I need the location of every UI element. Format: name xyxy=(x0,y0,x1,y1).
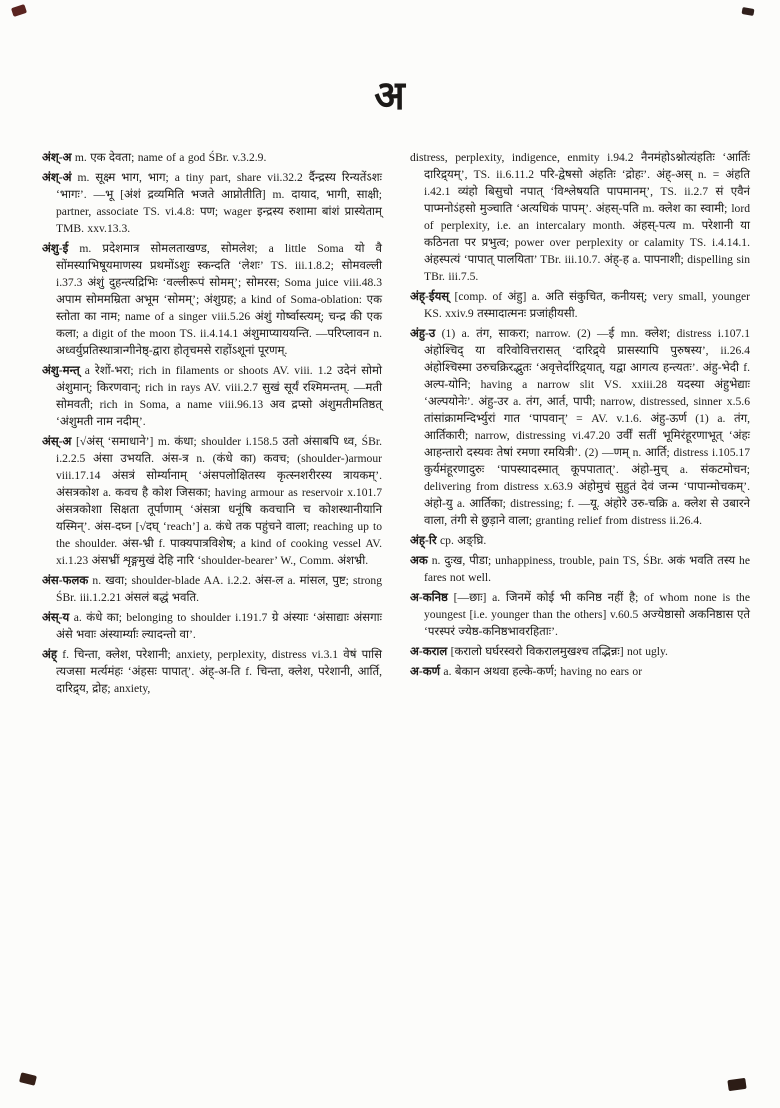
entry-body: n. खवा; shoulder-blade AA. i.2.2. अंस-ल a. मांसल, पुष्ट; strong ŚBr. iii.1.2.21 अंसलं बद्धं भवति. xyxy=(56,574,382,604)
dictionary-entry xyxy=(42,646,382,697)
dictionary-entry xyxy=(410,643,750,660)
dictionary-entry xyxy=(42,609,382,643)
entry-headword: अंशु-मन्त् xyxy=(42,364,80,377)
dictionary-entry xyxy=(42,169,382,237)
entry-body: [√अंस् ‘समाधाने’] m. कंधा; shoulder i.158.5 उतो अंसाबपि ध्व, ŚBr. i.2.2.5 अंसा उभयति. अंस-त्र n. (कंधे का) कवच; (shoulder-)armour viii.17.14 अंसत्रं सोर्म्यानाम् ‘अंसपलोक्षितस्य कृत्स्नशरीरस्य त्रायकम्’. अंसत्रकोश a. कवच है कोश जिसका; having armour as reservoir x.101.7 अंसत्रकोशा सिक्षता तूर्पाणाम् ‘अंसत्रा धनूंषि कवचानि च कोशस्थानीयानि यस्मिन्’. अंस-दघ्न [√दघ् ‘reach’] a. कंधे तक पहुंचने वाला; reaching up to the shoulder. अंस-भ्री f. पाक्यपात्रविशेष; a kind of cooking vessel AV. xi.1.23 अंसभ्रीं शृङ्गमुखं देहि नारि ‘shoulder-bearer’ W., Comm. अंशभ्री. xyxy=(56,435,382,567)
entry-headword: अ-कर्ण xyxy=(410,665,441,678)
dictionary-entry xyxy=(42,149,382,166)
dictionary-entry xyxy=(410,589,750,640)
entry-body: a. कंधे का; belonging to shoulder i.191.7 ग्रे अंस्याः ‘अंसाद्याः अंसगाः अंसे भवाः अंस्यार्म्याः ल्यादन्तो वा’. xyxy=(56,611,382,641)
entry-headword: अक xyxy=(410,554,428,567)
entry-body: m. एक देवता; name of a god ŚBr. v.3.2.9. xyxy=(74,151,267,164)
dictionary-entry xyxy=(410,663,750,680)
scan-artifact-bottom-right xyxy=(727,1078,746,1091)
entry-headword: अ-कराल xyxy=(410,645,448,658)
entry-body: [—छाः] a. जिनमें कोई भी कनिष्ठ नहीं है; of whom none is the youngest [i.e. younger than the others] v.60.5 अज्येष्ठासो अकनिष्ठास एते ‘परस्परं ज्येष्ठ-कनिष्ठभावरहिताः’. xyxy=(424,591,750,638)
dictionary-entry xyxy=(410,325,750,529)
entry-body: f. चिन्ता, क्लेश, परेशानी; anxiety, perplexity, distress vi.3.1 वेषं पासि त्यजसा मर्त्यमंहः ‘अंहसः पापात्’. अंह्-अ-ति f. चिन्ता, क्लेश, परेशानी, आर्ति, दारिद्र्य, द्रोह; anxiety, xyxy=(56,648,382,695)
dictionary-entry xyxy=(410,552,750,586)
dictionary-entry xyxy=(42,572,382,606)
entry-body: [comp. of अंहु] a. अति संकुचित, कनीयस्; very small, younger KS. xxiv.9 तस्मादात्मनः प्रजांहीयसी. xyxy=(424,290,750,320)
right-column xyxy=(410,149,750,700)
dictionary-entry xyxy=(410,532,750,549)
entry-headword: अंश्-अं xyxy=(42,171,72,184)
entry-body: m. सूक्ष्म भाग, भाग; a tiny part, share vii.32.2 र्दैन्द्रस्य रिन्यतेंऽशः ‘भागः’. —भू [अंशं द्रव्यमिति भजते आप्नोतीति] m. दायाद, भागी, साक्षी; partner, associate TS. vi.4.8: पण; wager इन्द्रस्य रुशामा बांशं प्रास्येताम् TMB. xxv.13.3. xyxy=(56,171,382,235)
scan-artifact-bottom-left xyxy=(19,1072,37,1086)
entry-headword: अंशु-ई xyxy=(42,242,69,255)
entry-headword: अंस्-य xyxy=(42,611,70,624)
entry-body: a रेशों-भरा; rich in filaments or shoots AV. viii. 1.2 उदेनं सोमो अंशुमान्; किरणवान्; rich in rays AV. viii.2.7 सुखं सूर्यं रश्मिमन्तम्. —मती सोमवती; rich in Soma, a name viii.96.13 अव द्रप्सो अंशुमतीमतिष्ठत् ‘अंशुमती नाम नदीम्’. xyxy=(56,364,382,428)
left-column xyxy=(42,149,382,700)
entry-body: m. प्रदेशमात्र सोमलताखण्ड, सोमलेश; a little Soma यो वै सोंमस्याभिषूयमाणस्य प्रथमोंऽशुः स्कन्दति ‘लेशः’ TS. iii.1.8.2; सोमवल्ली i.37.3 अंशुं दुहन्त्यद्रिभिः ‘वल्लीरूपं सोमम्’; सोमरस; Soma juice viii.48.3 अपाम सोममम्रिता अभूम ‘सोमम्’; अंशुग्रह; a kind of Soma-oblation: एक स्तोता का नाम; name of a singer viii.5.26 अंशुं गोर्ष्वास्त्यम्; चन्द्र की एक कला; a digit of the moon TS. ii.4.14.1 अंशुमाप्याययन्ति. —परिप्लावन n. अध्वर्युप्रतिस्थात्रान्गीनेष्ठ्-द्वारा होतृचमसे राहोंऽशूनां पूरणम्. xyxy=(56,242,382,357)
entry-headword: अंश्-अ xyxy=(42,151,72,164)
section-letter: अ xyxy=(374,73,406,118)
entry-body: a. बेकान अथवा हल्के-कर्ण; having no ears or xyxy=(443,665,643,678)
entry-headword: अंह्-रि xyxy=(410,534,437,547)
entry-body: [करालो घर्घरस्वरो विकरालमुखश्च तद्भिन्नः] not ugly. xyxy=(450,645,668,658)
entry-headword: अंह् xyxy=(42,648,58,661)
dictionary-entry-continuation xyxy=(410,149,750,285)
entry-headword: अ-कनिष्ठ xyxy=(410,591,448,604)
dictionary-entry xyxy=(42,240,382,359)
dictionary-entry xyxy=(42,362,382,430)
entry-headword: अंस-फलक xyxy=(42,574,89,587)
dictionary-entry xyxy=(42,433,382,569)
entry-body: n. दुःख, पीडा; unhappiness, trouble, pain TS, ŚBr. अकं भवति तस्य he fares not well. xyxy=(424,554,750,584)
entry-headword: अंह्-ईयस् xyxy=(410,290,450,303)
entry-body: (1) a. तंग, साकरा; narrow. (2) —ई mn. क्लेश; distress i.107.1 अंहोश्चिद् या वरिवोवित्तरासत् ‘दारिद्र्ये प्रासस्यापि पुरुषस्य’, ii.26.4 अंहोश्चिस्मा उरुचक्रिरद्भुतः ‘अवृत्तेर्दारिद्र्यात्, यद्वा आगत्य हन्त्यतः’. अंहु-भेदी f. अल्प-योनि; having a narrow slit VS. xxiii.28 यदस्या अंहुभेद्याः ‘अल्पयोनेः’. अंहु-उर a. तंग, आर्त, पापी; narrow, distressed, sinner x.5.6 तांसांक्रामन्दिर्भ्युरां गात ‘पापवान्’ = AV. v.1.6. अंहु-ऊर्ण (1) a. तंग, आर्तिकारी; narrow, distressing vi.47.20 उर्वीं सतीं भूमिरंहूरणाभूत् ‘अंहः आहन्तारो दस्यवः तेषां रमणा रमयित्री’. (2) —णम् n. आर्ति; distress i.105.17 कुर्यमंहूरणादुरुः ‘पापस्यादस्मात् कूपपातात्’. अंहो-मुच् a. संकटमोचन; delivering from distress x.63.9 अंहोमुचं सुहुतं देवं जन्म ‘पापान्मोचकम्’. अंहो-यु a. आर्तिका; distressing; f. —यू. अंहोरे उरु-चक्रि a. क्लेश से उबारने वाला, तंगी से छुड़ाने वाला; granting relief from distress ii.26.4. xyxy=(424,327,751,527)
entry-body: distress, perplexity, indigence, enmity i.94.2 नैनमंहोऽश्नोत्यंहतिः ‘आर्तिः दारिद्र्यम्’, TS. ii.6.11.2 परि-द्वेषसो अंहतिः ‘द्रोहः’. अंह्-अस् n. = अंहति i.42.1 व्यंहो बिसुचो नपात् ‘विश्लेषयति पापमानम्’, TS. ii.2.7 सं एवैनं पाप्मनोऽंहसो मुञ्चाति ‘अत्यधिकं पापम्’. अंहस्-पति m. क्लेश का स्वामी; lord of perplexity, i.e. an intercalary month. अंहस्-पत्य m. परेशानी या कठिनता पर प्रभुत्व; power over perplexity or calamity TS. i.4.14.1. अंहस्पत्यं ‘पापात् पालयिता’ TBr. iii.10.7. अंह्-ह a. पापनाशी; dispelling sin TBr. iii.7.5. xyxy=(410,151,750,283)
entry-headword: अंस्-अ xyxy=(42,435,72,448)
dictionary-entry xyxy=(410,288,750,322)
text-columns xyxy=(0,149,780,700)
entry-headword: अंहु-उ xyxy=(410,327,436,340)
entry-body: cp. अङ्घ्रि. xyxy=(440,534,487,547)
